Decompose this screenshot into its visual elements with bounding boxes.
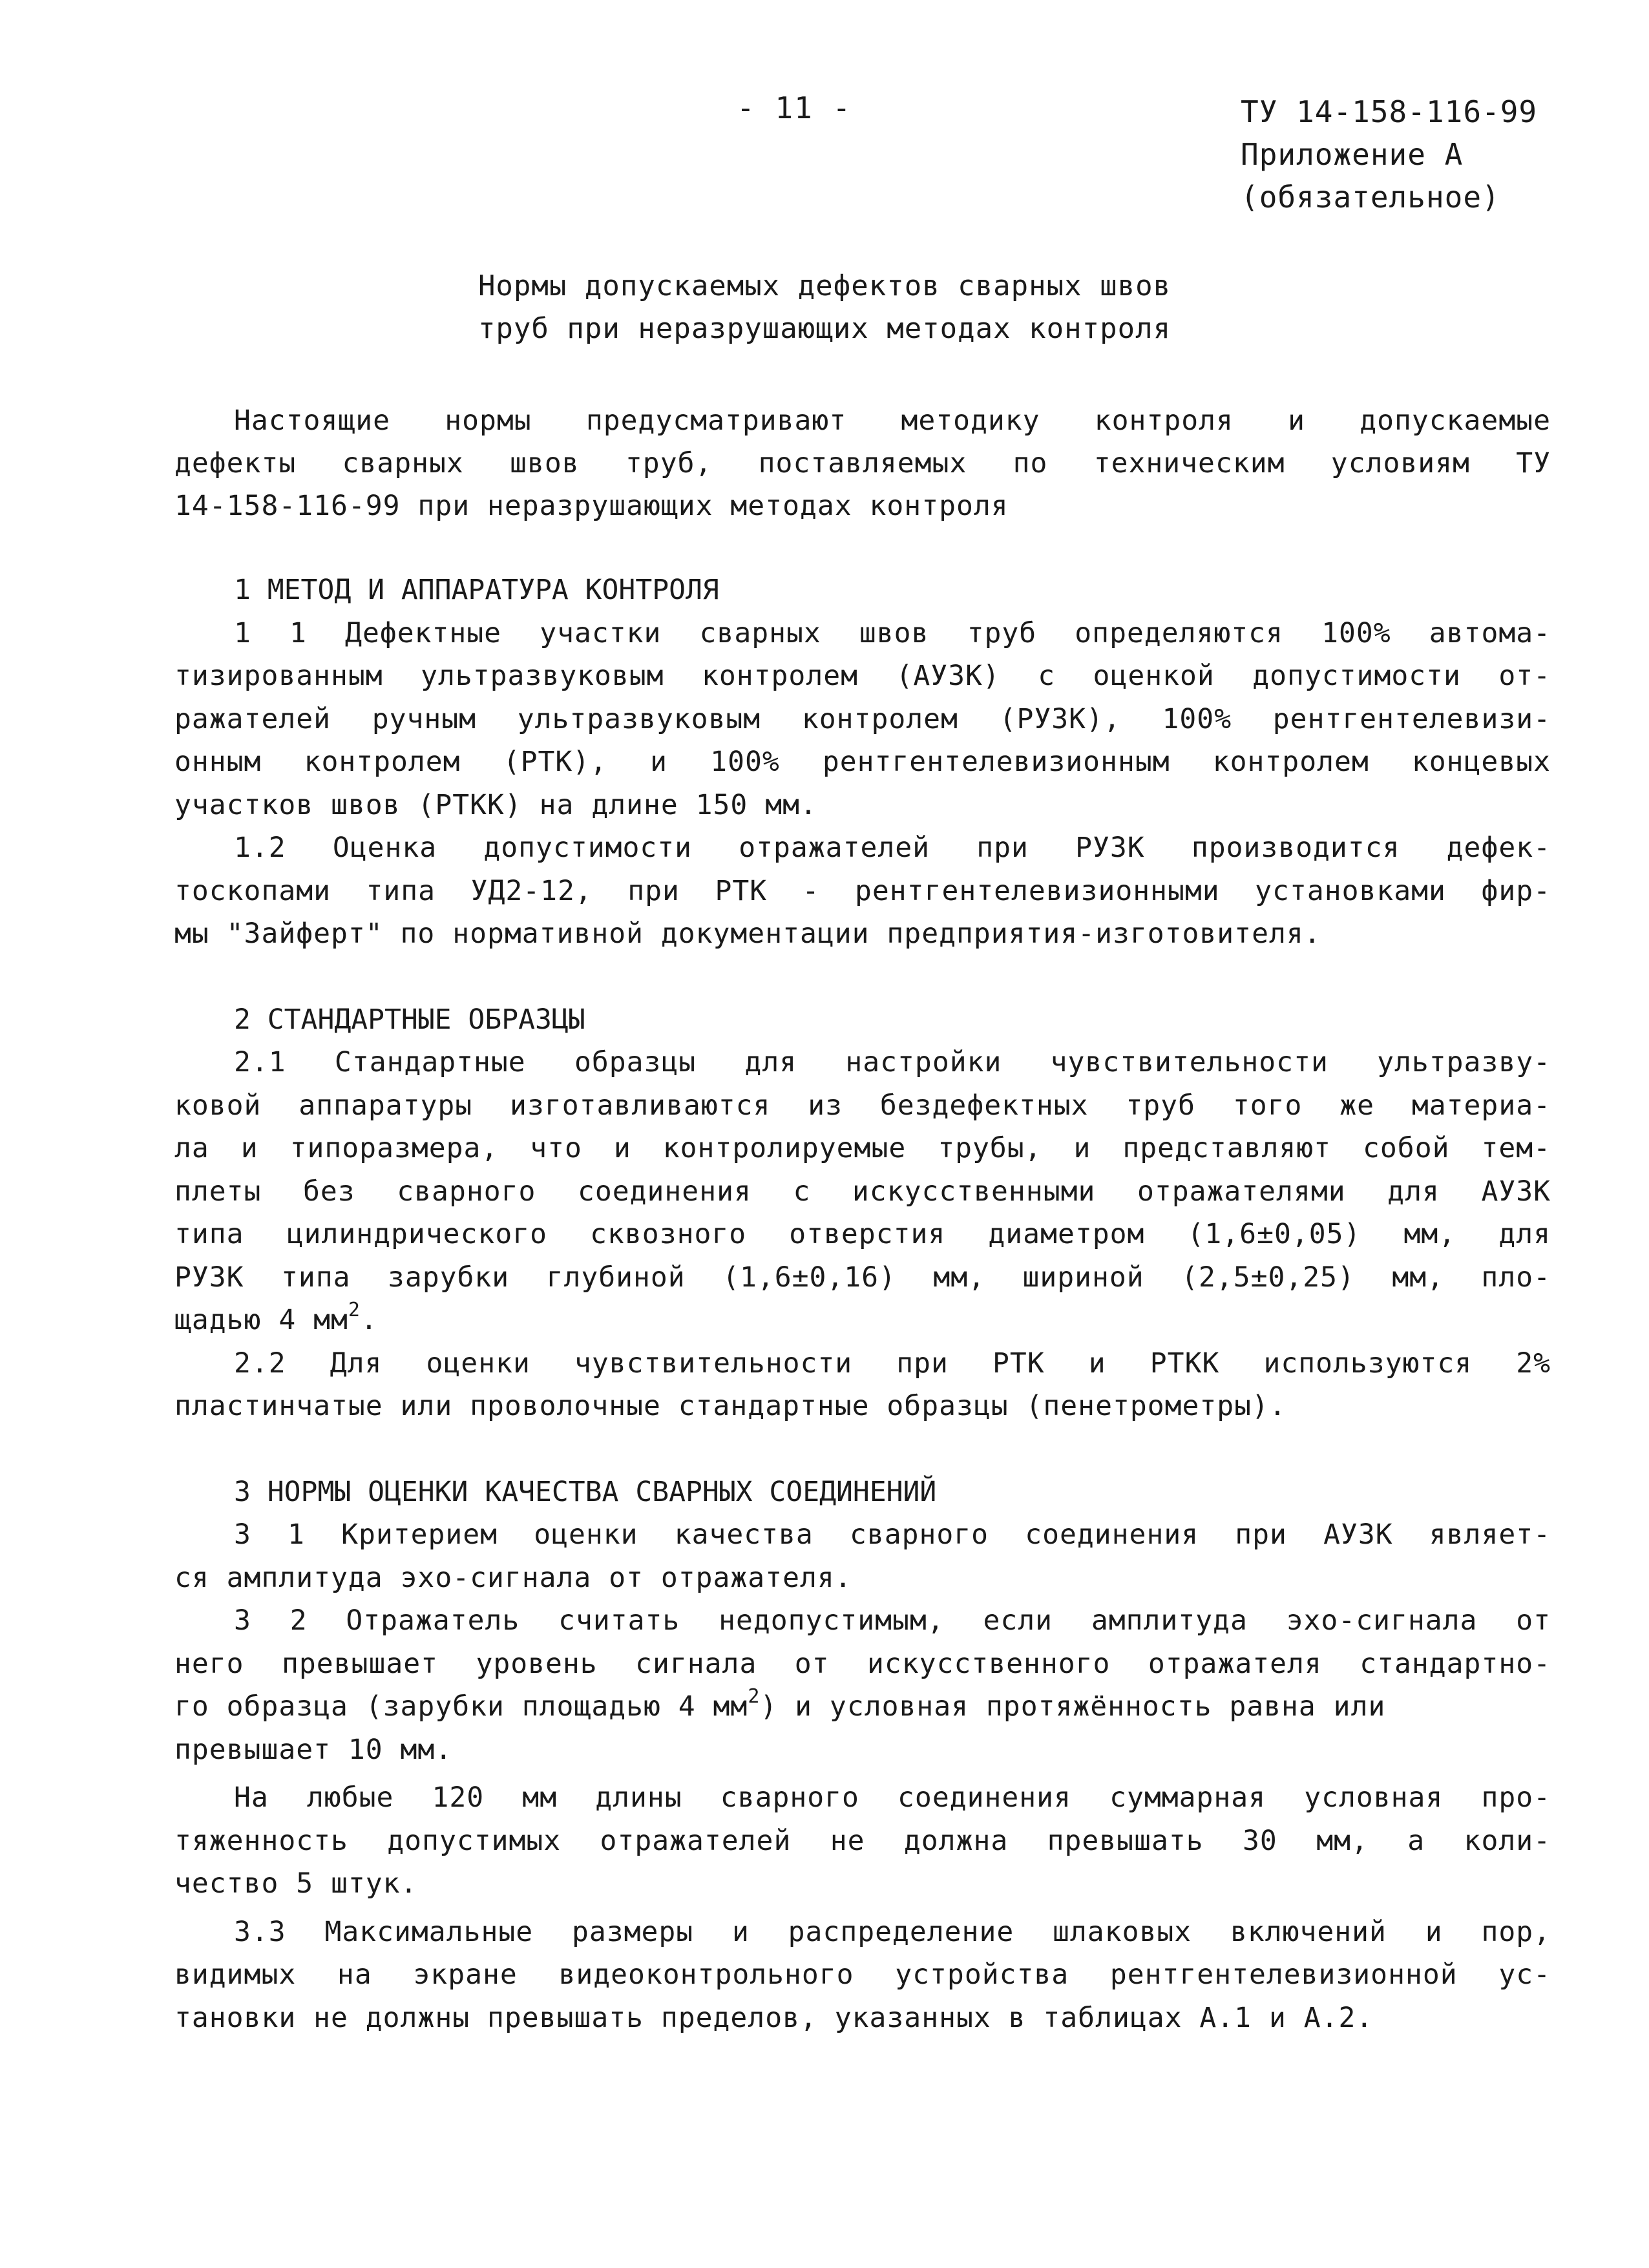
- paragraph-line: пластинчатые или проволочные стандартные образцы (пенетрометры).: [174, 1390, 1287, 1422]
- paragraph-line: чество 5 штук.: [174, 1867, 418, 1900]
- appendix-status: (обязательное): [1241, 180, 1500, 215]
- document-header: [1241, 90, 1537, 218]
- paragraph-line: РУЗК типа зарубки глубиной (1,6±0,16) мм, шириной (2,5±0,25) мм, пло-: [174, 1261, 1551, 1294]
- paragraph-line: ся амплитуда эхо-сигнала от отражателя.: [174, 1561, 852, 1594]
- paragraph-line: типа цилиндрического сквозного отверстия диаметром (1,6±0,05) мм, для: [174, 1218, 1551, 1250]
- text: .: [360, 1304, 378, 1336]
- paragraph-line: 2.2 Для оценки чувствительности при РТК и РТКК используются 2%: [234, 1347, 1551, 1380]
- paragraph-line: 1 1 Дефектные участки сварных швов труб определяются 100% автома-: [234, 616, 1551, 649]
- spacer: [174, 1906, 1551, 1911]
- intro-line: Настоящие нормы предусматривают методику контроля и допускаемые: [234, 404, 1551, 437]
- title-line: труб при неразрушающих методах контроля: [478, 312, 1171, 345]
- paragraph-line: 1.2 Оценка допустимости отражателей при РУЗК производится дефек-: [234, 832, 1551, 864]
- paragraph-line: ковой аппаратуры изготавливаются из бездефектных труб того же материа-: [174, 1089, 1551, 1122]
- intro-paragraph: [174, 399, 1551, 527]
- intro-line: дефекты сварных швов труб, поставляемых по техническим условиям ТУ: [174, 447, 1551, 479]
- paragraph-line: На любые 120 мм длины сварного соединения суммарная условная про-: [234, 1781, 1551, 1814]
- paragraph-line: онным контролем (РТК), и 100% рентгентелевизионным контролем концевых: [174, 746, 1551, 778]
- paragraph-line: тизированным ультразвуковым контролем (АУЗК) с оценкой допустимости от-: [174, 660, 1551, 692]
- document-body: [174, 569, 1551, 2039]
- paragraph-line: 2.1 Стандартные образцы для настройки чувствительности ультразву-: [234, 1046, 1551, 1078]
- text: го образца (зарубки площадью 4 мм: [174, 1690, 748, 1723]
- section-heading: 1 МЕТОД И АППАРАТУРА КОНТРОЛЯ: [234, 574, 719, 606]
- appendix-label: Приложение А: [1241, 137, 1464, 172]
- page-title: [0, 265, 1649, 350]
- superscript: 2: [748, 1685, 761, 1708]
- paragraph-line: ла и типоразмера, что и контролируемые трубы, и представляют собой тем-: [174, 1132, 1551, 1164]
- page-number: - 11 -: [737, 90, 852, 125]
- text: ) и условная протяжённость равна или: [760, 1690, 1386, 1723]
- paragraph-line: участков швов (РТКК) на длине 150 мм.: [174, 788, 817, 821]
- spacer: [174, 956, 1551, 998]
- paragraph-line: 3.3 Максимальные размеры и распределение шлаковых включений и пор,: [234, 1915, 1551, 1948]
- paragraph-line: [174, 1685, 1551, 1728]
- spacer: [174, 1428, 1551, 1471]
- paragraph-line: тоскопами типа УД2-12, при РТК - рентгентелевизионными установками фир-: [174, 874, 1551, 907]
- paragraph-line: него превышает уровень сигнала от искусственного отражателя стандартно-: [174, 1647, 1551, 1680]
- spacer: [174, 1771, 1551, 1776]
- paragraph-line: плеты без сварного соединения с искусственными отражателями для АУЗК: [174, 1175, 1551, 1208]
- text: щадью 4 мм: [174, 1304, 348, 1336]
- superscript: 2: [348, 1299, 361, 1321]
- paragraph-line: ражателей ручным ультразвуковым контролем (РУЗК), 100% рентгентелевизи-: [174, 702, 1551, 735]
- paragraph-line: превышает 10 мм.: [174, 1733, 453, 1766]
- title-line: Нормы допускаемых дефектов сварных швов: [478, 269, 1171, 302]
- doc-code: ТУ 14-158-116-99: [1241, 94, 1538, 129]
- paragraph-line: 3 2 Отражатель считать недопустимым, если амплитуда эхо-сигнала от: [234, 1604, 1551, 1637]
- paragraph-line: тановки не должны превышать пределов, указанных в таблицах А.1 и А.2.: [174, 2001, 1374, 2034]
- paragraph-line: 3 1 Критерием оценки качества сварного соединения при АУЗК являет-: [234, 1518, 1551, 1551]
- section-heading: 3 НОРМЫ ОЦЕНКИ КАЧЕСТВА СВАРНЫХ СОЕДИНЕНИЙ: [234, 1475, 937, 1508]
- intro-line: 14-158-116-99 при неразрушающих методах контроля: [174, 490, 1009, 522]
- paragraph-line: мы "Зайферт" по нормативной документации предприятия-изготовителя.: [174, 918, 1321, 950]
- paragraph-line: [174, 1299, 1551, 1342]
- paragraph-line: тяженность допустимых отражателей не должна превышать 30 мм, а коли-: [174, 1824, 1551, 1857]
- section-heading: 2 СТАНДАРТНЫЕ ОБРАЗЦЫ: [234, 1003, 585, 1036]
- paragraph-line: видимых на экране видеоконтрольного устройства рентгентелевизионной ус-: [174, 1958, 1551, 1991]
